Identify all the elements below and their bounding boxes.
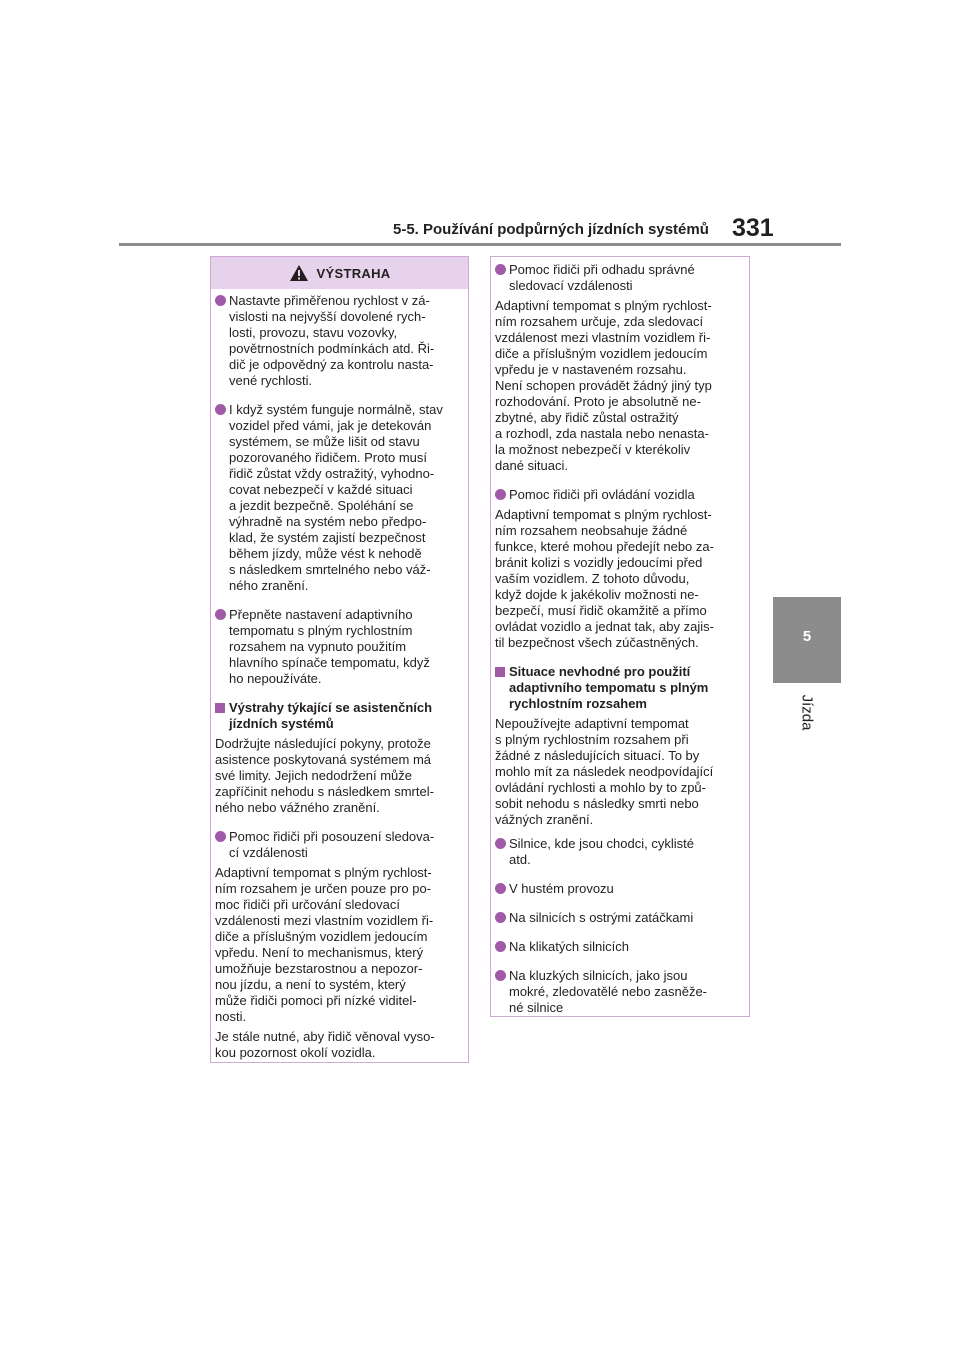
text-line: sledovací vzdálenosti (509, 278, 633, 293)
text-line: umožňuje bezstarostnou a nepozor- (215, 961, 423, 976)
text-line: a jezdit bezpečně. Spoléhání se (229, 498, 414, 513)
text-line: když dojde k jakékoliv možnosti ne- (495, 587, 699, 602)
text-line: Adaptivní tempomat s plným rychlost- (215, 865, 432, 880)
text-line: Adaptivní tempomat s plným rychlost- (495, 298, 712, 313)
text-line: né silnice (509, 1000, 564, 1015)
text-line: losti, provozu, stavu vozovky, (229, 325, 398, 340)
bullet-dot-icon (495, 970, 506, 981)
list-item (495, 968, 743, 1016)
text-line: covat nebezpečí v každé situaci (229, 482, 413, 497)
text-line: Situace nevhodné pro použití (509, 664, 691, 679)
list-item (495, 487, 743, 503)
list-item (215, 829, 462, 861)
text-line: Silnice, kde jsou chodci, cyklisté (509, 836, 694, 851)
bullet-dot-icon (215, 404, 226, 415)
text-line: rozhodování. Proto je absolutně ne- (495, 394, 701, 409)
text-line: zbytné, aby řidič zůstal ostražitý (495, 410, 679, 425)
text-line: nosti. (215, 1009, 247, 1024)
list-item (495, 939, 743, 955)
text-line: cí vzdálenosti (229, 845, 308, 860)
paragraph (495, 507, 743, 651)
text-line: s následkem smrtelného nebo váž- (229, 562, 431, 577)
square-bullet-icon (495, 667, 505, 677)
bullet-dot-icon (495, 912, 506, 923)
text-line: Pomoc řidiči při posouzení sledova- (229, 829, 435, 844)
text-line: vzdálenost mezi vlastním vozidlem ři- (495, 330, 711, 345)
paragraph (215, 736, 462, 816)
text-line: vážných zranění. (495, 812, 594, 827)
text-line: řidič zůstat vždy ostražitý, vyhodno- (229, 466, 435, 481)
text-line: s plným rychlostním rozsahem při (495, 732, 689, 747)
text-line: vislosti na nejvyšší dovolené rych- (229, 309, 426, 324)
text-line: tempomatu s plným rychlostním (229, 623, 413, 638)
text-line: ním rozsahem je určen pouze pro po- (215, 881, 432, 896)
text-line: může řidiči pomoci při nízké viditel- (215, 993, 417, 1008)
text-line: Na silnicích s ostrými zatáčkami (509, 910, 694, 925)
text-line: mokré, zledovatělé nebo zasněže- (509, 984, 708, 999)
bullet-dot-icon (495, 489, 506, 500)
chapter-number: 5 (802, 628, 812, 645)
text-line: Je stále nutné, aby řidič věnoval vyso- (215, 1029, 435, 1044)
warning-heading: VÝSTRAHA (316, 265, 391, 281)
text-line: mohlo mít za následek neodpovídající (495, 764, 714, 779)
text-line: Nastavte přiměřenou rychlost v zá- (229, 293, 430, 308)
text-line: ním rozsahem určuje, zda sledovací (495, 314, 704, 329)
text-line: nou jízdu, a není to systém, který (215, 977, 406, 992)
text-line: Nepoužívejte adaptivní tempomat (495, 716, 689, 731)
paragraph (495, 298, 743, 474)
bullet-dot-icon (215, 295, 226, 306)
text-line: diče a příslušným vozidlem jedoucím (215, 929, 428, 944)
text-line: til bezpečnost všech zúčastněných. (495, 635, 699, 650)
list-item (215, 607, 462, 687)
section-title: 5-5. Používání podpůrných jízdních systémů (393, 221, 709, 238)
text-line: vpředu je v nastaveném rozsahu. (495, 362, 687, 377)
chapter-label-wrap (797, 690, 817, 740)
text-line: a rozhodl, zda nastala nebo nenasta- (495, 426, 709, 441)
text-line: Pomoc řidiči při odhadu správné (509, 262, 695, 277)
warning-content (211, 289, 468, 1061)
text-line: jízdních systémů (229, 716, 334, 731)
text-line: rychlostním rozsahem (509, 696, 647, 711)
list-item (495, 910, 743, 926)
text-line: bránit kolizi s vozidly jedoucími před (495, 555, 703, 570)
text-line: asistence poskytovaná systémem má (215, 752, 432, 767)
text-line: Přepněte nastavení adaptivního (229, 607, 413, 622)
list-item (495, 881, 743, 897)
text-line: Pomoc řidiči při ovládání vozidla (509, 487, 695, 502)
text-line: dané situaci. (495, 458, 568, 473)
text-line: dič je odpovědný za kontrolu nasta- (229, 357, 434, 372)
warning-triangle-icon (289, 264, 309, 282)
bullet-dot-icon (495, 883, 506, 894)
text-line: I když systém funguje normálně, stav (229, 402, 443, 417)
text-line: V hustém provozu (509, 881, 614, 896)
warning-content-continued (491, 257, 749, 1016)
text-line: adaptivního tempomatu s plným (509, 680, 709, 695)
text-line: ho nepoužíváte. (229, 671, 322, 686)
list-item (215, 402, 462, 594)
text-line: funkce, které mohou předejít nebo za- (495, 539, 714, 554)
bullet-dot-icon (495, 264, 506, 275)
bullet-dot-icon (495, 838, 506, 849)
text-line: během jízdy, může vést k nehodě (229, 546, 422, 561)
text-line: Na kluzkých silnicích, jako jsou (509, 968, 688, 983)
text-line: vozidel před vámi, jak je detekován (229, 418, 432, 433)
text-line: výhradně na systém nebo předpo- (229, 514, 427, 529)
chapter-tab[interactable] (773, 597, 841, 683)
text-line: ním rozsahem neobsahuje žádné (495, 523, 688, 538)
text-line: klad, že systém zajistí bezpečnost (229, 530, 426, 545)
list-item (495, 262, 743, 294)
chapter-label: Jízda (798, 694, 816, 731)
text-line: Není schopen provádět žádný jiný typ (495, 378, 712, 393)
text-line: vzdálenosti mezi vlastním vozidlem ři- (215, 913, 434, 928)
text-line: sobit nehodu s následky smrti nebo (495, 796, 699, 811)
paragraph (215, 1029, 462, 1061)
square-bullet-icon (215, 703, 225, 713)
text-line: Adaptivní tempomat s plným rychlost- (495, 507, 712, 522)
list-item (215, 293, 462, 389)
text-line: ného zranění. (229, 578, 309, 593)
subsection-heading (215, 700, 462, 732)
text-line: Dodržujte následující pokyny, protože (215, 736, 431, 751)
paragraph (215, 865, 462, 1025)
list-item (495, 836, 743, 868)
text-line: kou pozornost okolí vozidla. (215, 1045, 376, 1060)
text-line: rozsahem na vypnuto použitím (229, 639, 407, 654)
text-line: zapříčinit nehodu s následkem smrtel- (215, 784, 434, 799)
text-line: bezpečí, musí řidič okamžitě a přímo (495, 603, 707, 618)
warning-box-continued (490, 256, 750, 1017)
text-line: své limity. Jejich nedodržení může (215, 768, 413, 783)
text-line: diče a příslušným vozidlem jedoucím (495, 346, 708, 361)
text-line: Na klikatých silnicích (509, 939, 629, 954)
warning-header (211, 257, 468, 289)
page-number: 331 (732, 214, 774, 242)
text-line: la možnost nebezpečí v kterékoliv (495, 442, 691, 457)
bullet-dot-icon (495, 941, 506, 952)
text-line: vpředu. Není to mechanismus, který (215, 945, 424, 960)
paragraph (495, 716, 743, 828)
text-line: hlavního spínače tempomatu, když (229, 655, 430, 670)
bullet-dot-icon (215, 609, 226, 620)
text-line: pozorovaného řidičem. Proto musí (229, 450, 427, 465)
text-line: ovládání rychlosti a mohlo by to způ- (495, 780, 706, 795)
text-line: vené rychlosti. (229, 373, 313, 388)
text-line: atd. (509, 852, 531, 867)
text-line: moc řidiči při určování sledovací (215, 897, 400, 912)
text-line: vaším vozidlem. Z tohoto důvodu, (495, 571, 690, 586)
warning-box (210, 256, 469, 1063)
text-line: systémem, se může lišit od stavu (229, 434, 420, 449)
text-line: ovládat vozidlo a jednat tak, aby zajis- (495, 619, 714, 634)
text-line: povětrnostních podmínkách atd. Ři- (229, 341, 435, 356)
text-line: ného nebo vážného zranění. (215, 800, 380, 815)
header-rule (119, 243, 841, 246)
text-line: Výstrahy týkající se asistenčních (229, 700, 433, 715)
subsection-heading (495, 664, 743, 712)
bullet-dot-icon (215, 831, 226, 842)
text-line: žádné z následujících situací. To by (495, 748, 700, 763)
